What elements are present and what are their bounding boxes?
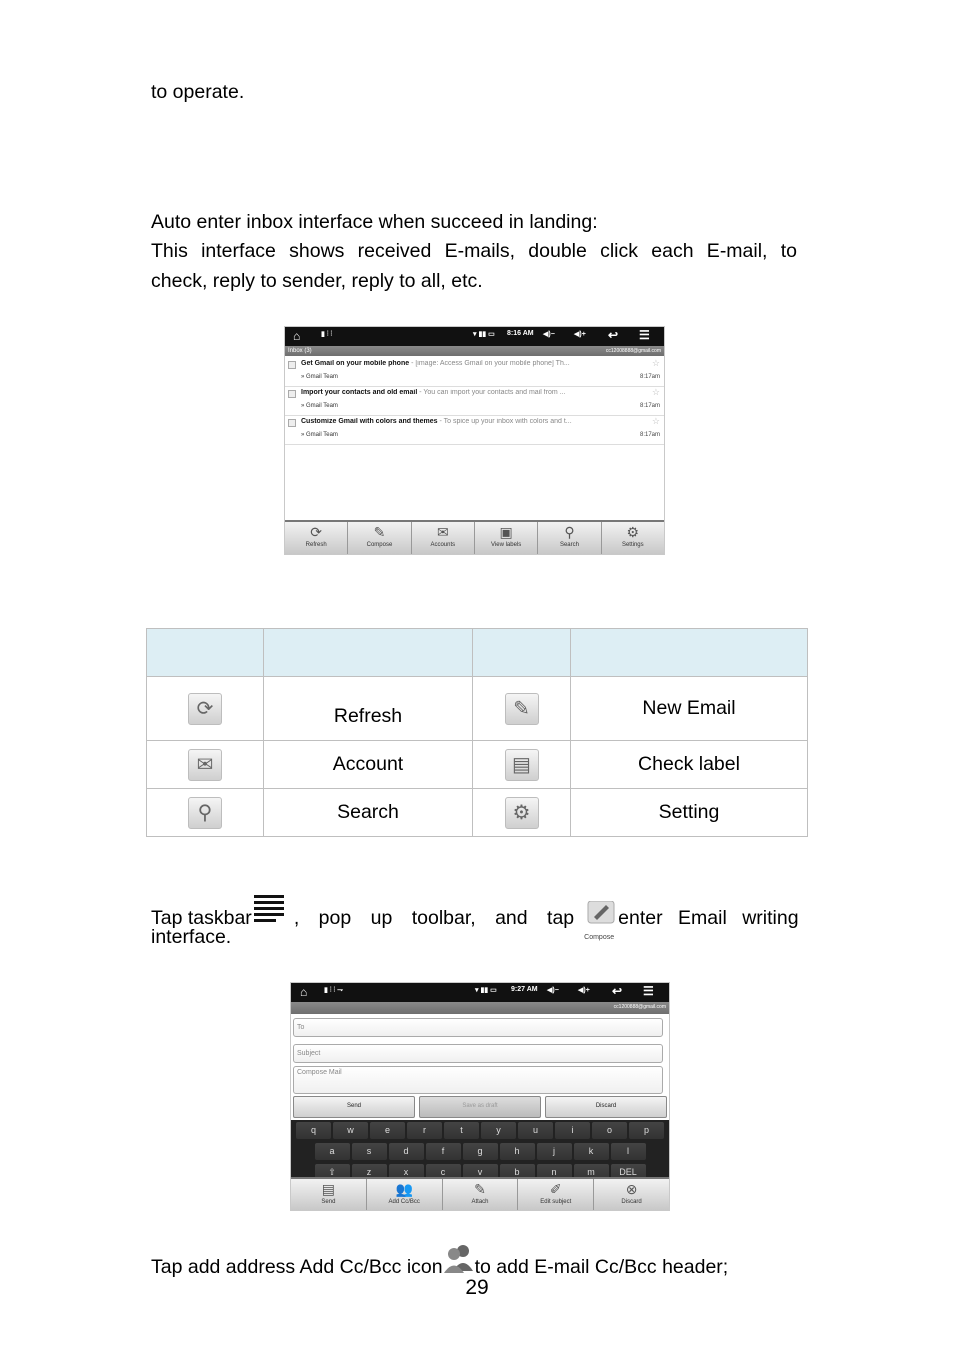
- compose-icon: Compose: [584, 901, 618, 933]
- soft-keyboard: [291, 1120, 669, 1178]
- table-row: [147, 677, 808, 741]
- keyboard-key[interactable]: e: [370, 1122, 405, 1139]
- volume-up-icon: ◀)+: [578, 987, 590, 994]
- labels-icon: ▤: [505, 749, 539, 781]
- paragraph-add-cc-bcc-part1: Tap add address Add Cc/Bcc icon: [151, 1256, 443, 1278]
- toolbar-item-label: Refresh: [305, 542, 327, 548]
- icon-cell: [473, 741, 571, 789]
- keyboard-key[interactable]: a: [315, 1143, 350, 1160]
- status-time: 9:27 AM: [511, 986, 538, 993]
- mail-list-item[interactable]: [285, 357, 664, 387]
- inbox-header-bar: [285, 346, 664, 356]
- keyboard-key[interactable]: n: [537, 1164, 572, 1181]
- refresh-icon: ⟳: [188, 693, 222, 725]
- toolbar-item-label: Send: [321, 1199, 336, 1205]
- keyboard-key[interactable]: ⇧: [315, 1164, 350, 1181]
- keyboard-key[interactable]: d: [389, 1143, 424, 1160]
- toolbar-item-label: Settings: [621, 542, 644, 548]
- search-icon: ⚲: [188, 797, 222, 829]
- inbox-screenshot: [284, 326, 665, 555]
- paragraph-to-operate: to operate.: [151, 81, 245, 103]
- star-icon[interactable]: ☆: [651, 387, 660, 397]
- paragraph-interface-desc-line2: check, reply to sender, reply to all, etc.: [151, 270, 483, 292]
- keyboard-row: [291, 1122, 669, 1141]
- menu-icon: ☰: [643, 984, 654, 998]
- paragraph-tap-taskbar-part1: Tap taskbar: [151, 907, 252, 929]
- keyboard-key[interactable]: DEL: [611, 1164, 646, 1181]
- paragraph-auto-enter-inbox: Auto enter inbox interface when succeed in landing:: [151, 211, 598, 233]
- mail-checkbox[interactable]: [288, 419, 296, 427]
- inbox-toolbar: [285, 520, 664, 554]
- settings-icon: ⚙: [626, 524, 640, 540]
- mail-subject: Customize Gmail with colors and themes - To spice up your inbox with colors and t...: [301, 418, 572, 425]
- keyboard-key[interactable]: i: [555, 1122, 590, 1139]
- table-header-row: [147, 629, 808, 677]
- add-cc-bcc-icon: 👥: [395, 1181, 413, 1197]
- icon-cell: [147, 677, 264, 741]
- send-icon: ▤: [321, 1181, 336, 1197]
- mail-subject: Get Gmail on your mobile phone - [image: Access Gmail on your mobile phone] Th...: [301, 360, 570, 367]
- compose-toolbar-item-edit-subject[interactable]: [518, 1179, 594, 1210]
- discard-button[interactable]: Discard: [545, 1096, 667, 1118]
- star-icon[interactable]: ☆: [651, 416, 660, 426]
- keyboard-key[interactable]: r: [407, 1122, 442, 1139]
- toolbar-item-label: Add Cc/Bcc: [388, 1199, 420, 1205]
- keyboard-key[interactable]: p: [629, 1122, 664, 1139]
- edit-subject-icon: ✐: [549, 1181, 562, 1197]
- discard-icon: ⊗: [625, 1181, 638, 1197]
- keyboard-key[interactable]: t: [444, 1122, 479, 1139]
- account-icon: ✉: [188, 749, 222, 781]
- table-row: [147, 741, 808, 789]
- to-field[interactable]: To: [293, 1018, 663, 1037]
- compose-icon: ✎: [373, 524, 386, 540]
- star-icon[interactable]: ☆: [651, 358, 660, 368]
- keyboard-key[interactable]: v: [463, 1164, 498, 1181]
- mail-sender: » Gmail Team: [301, 374, 338, 380]
- paragraph-interface: interface.: [151, 926, 232, 948]
- send-button[interactable]: Send: [293, 1096, 415, 1118]
- keyboard-key[interactable]: b: [500, 1164, 535, 1181]
- keyboard-key[interactable]: k: [574, 1143, 609, 1160]
- toolbar-item-refresh[interactable]: [285, 522, 348, 554]
- toolbar-item-label: Discard: [621, 1199, 642, 1205]
- menu-icon: ☰: [639, 328, 650, 342]
- label-cell: Check label: [571, 741, 808, 789]
- compose-toolbar: [291, 1177, 669, 1210]
- paragraph-interface-desc-line1: This interface shows received E-mails, double click each E-mail, to: [151, 240, 797, 262]
- icon-cell: [147, 741, 264, 789]
- table-row: [147, 789, 808, 837]
- toolbar-item-label: Accounts: [430, 542, 456, 548]
- compose-screenshot: [290, 982, 670, 1211]
- compose-button-row: [291, 1096, 669, 1118]
- compose-account-bar: [291, 1002, 669, 1014]
- keyboard-key[interactable]: z: [352, 1164, 387, 1181]
- toolbar-item-label: Search: [559, 542, 579, 548]
- keyboard-key[interactable]: o: [592, 1122, 627, 1139]
- signal-icons: ▾ ▮▮ ▭: [473, 331, 495, 338]
- page-number: 29: [465, 1276, 489, 1299]
- subject-field[interactable]: Subject: [293, 1044, 663, 1063]
- paragraph-tap-taskbar-part2: , pop up toolbar, and tap: [293, 907, 575, 929]
- toolbar-item-search[interactable]: [538, 522, 601, 554]
- volume-up-icon: ◀)+: [574, 331, 586, 338]
- mail-subject: Import your contacts and old email - You can import your contacts and mail from ...: [301, 389, 566, 396]
- icon-legend-table: [146, 628, 808, 837]
- icon-cell: [147, 789, 264, 837]
- mail-time: 8:17am: [639, 432, 660, 438]
- keyboard-key[interactable]: c: [426, 1164, 461, 1181]
- keyboard-key[interactable]: s: [352, 1143, 387, 1160]
- notification-icons: ▮ ⫶ ⫶ ⇁: [324, 987, 344, 994]
- toolbar-item-label: Attach: [471, 1199, 489, 1205]
- keyboard-key[interactable]: y: [481, 1122, 516, 1139]
- toolbar-item-label: Edit subject: [540, 1199, 572, 1205]
- header-cell: [147, 629, 264, 677]
- keyboard-key[interactable]: l: [611, 1143, 646, 1160]
- volume-down-icon: ◀)−: [547, 987, 559, 994]
- notification-icons: ▮ ⫶ ⫶: [321, 331, 333, 338]
- compose-toolbar-item-attach[interactable]: [443, 1179, 519, 1210]
- back-icon: ↩: [612, 984, 623, 998]
- keyboard-key[interactable]: u: [518, 1122, 553, 1139]
- compose-toolbar-item-send[interactable]: [291, 1179, 367, 1210]
- refresh-icon: ⟳: [310, 524, 323, 540]
- icon-cell: [473, 677, 571, 741]
- keyboard-key[interactable]: j: [537, 1143, 572, 1160]
- mail-sender: » Gmail Team: [301, 432, 338, 438]
- inbox-label: Inbox (3): [288, 348, 312, 354]
- settings-icon: ⚙: [505, 797, 539, 829]
- header-cell: [571, 629, 808, 677]
- toolbar-item-label: Compose: [366, 542, 393, 548]
- attach-icon: ✎: [474, 1181, 486, 1197]
- label-cell: Account: [264, 741, 473, 789]
- keyboard-key[interactable]: w: [333, 1122, 368, 1139]
- account-address: cc1200888@gmail.com: [613, 1004, 666, 1010]
- keyboard-key[interactable]: h: [500, 1143, 535, 1160]
- toolbar-item-settings[interactable]: [602, 522, 664, 554]
- toolbar-item-label: View labels: [491, 542, 522, 548]
- account-address: cc12008888@gmail.com: [605, 348, 661, 354]
- mail-time: 8:17am: [639, 374, 660, 380]
- header-cell: [264, 629, 473, 677]
- compose-toolbar-item-add-cc-bcc[interactable]: [367, 1179, 443, 1210]
- compose-body-field[interactable]: Compose Mail: [293, 1066, 663, 1094]
- mail-list-item[interactable]: [285, 415, 664, 445]
- label-cell: Search: [264, 789, 473, 837]
- signal-icons: ▾ ▮▮ ▭: [475, 987, 497, 994]
- keyboard-key[interactable]: g: [463, 1143, 498, 1160]
- toolbar-item-compose[interactable]: [348, 522, 411, 554]
- home-icon: ⌂: [300, 985, 308, 999]
- keyboard-row: [291, 1143, 669, 1162]
- compose-icon: ✎: [505, 693, 539, 725]
- keyboard-key[interactable]: m: [574, 1164, 609, 1181]
- keyboard-key[interactable]: x: [389, 1164, 424, 1181]
- status-time: 8:16 AM: [507, 330, 534, 337]
- label-cell: Setting: [571, 789, 808, 837]
- toolbar-item-accounts[interactable]: [412, 522, 475, 554]
- toolbar-item-view-labels[interactable]: [475, 522, 538, 554]
- volume-down-icon: ◀)−: [543, 331, 555, 338]
- mail-checkbox[interactable]: [288, 390, 296, 398]
- view-labels-icon: ▣: [499, 524, 513, 540]
- home-icon: ⌂: [293, 329, 301, 343]
- save-draft-button[interactable]: Save as draft: [419, 1096, 541, 1118]
- compose-toolbar-item-discard[interactable]: [594, 1179, 669, 1210]
- search-icon: ⚲: [564, 524, 575, 540]
- compose-status-bar: [291, 983, 669, 1002]
- paragraph-add-cc-bcc-part2: to add E-mail Cc/Bcc header;: [474, 1256, 729, 1278]
- accounts-icon: ✉: [436, 524, 449, 540]
- paragraph-tap-taskbar-part3: enter Email writing: [618, 907, 799, 929]
- label-cell: New Email: [571, 677, 808, 741]
- label-cell: Refresh: [264, 677, 473, 741]
- keyboard-key[interactable]: q: [296, 1122, 331, 1139]
- header-cell: [473, 629, 571, 677]
- mail-checkbox[interactable]: [288, 361, 296, 369]
- mail-list-item[interactable]: [285, 386, 664, 416]
- mail-time: 8:17am: [639, 403, 660, 409]
- inbox-status-bar: [285, 327, 664, 346]
- icon-cell: [473, 789, 571, 837]
- mail-sender: » Gmail Team: [301, 403, 338, 409]
- keyboard-key[interactable]: f: [426, 1143, 461, 1160]
- back-icon: ↩: [608, 328, 619, 342]
